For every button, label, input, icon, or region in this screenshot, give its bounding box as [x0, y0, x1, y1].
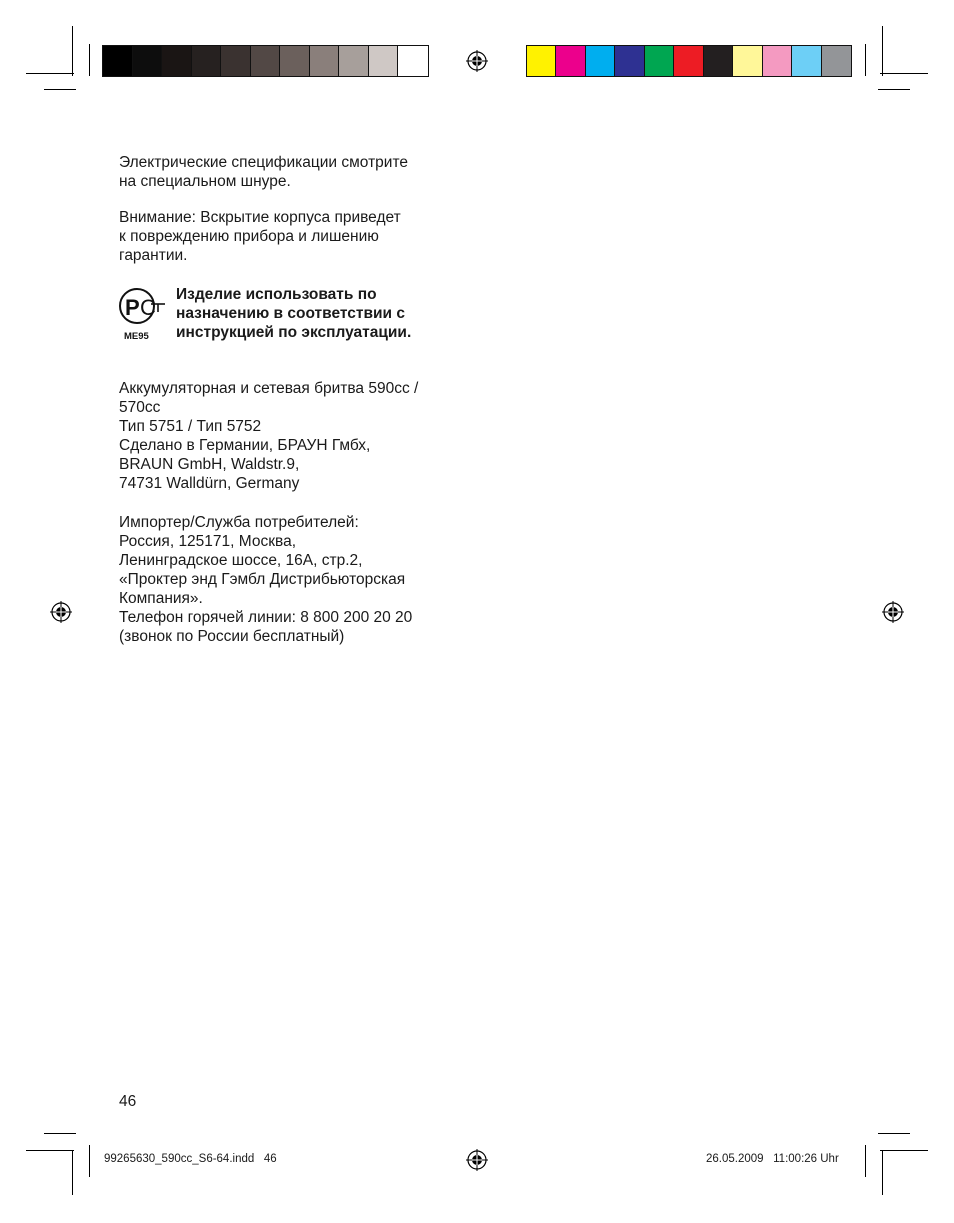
color-swatch — [763, 46, 792, 76]
electrical-spec-note — [119, 153, 464, 191]
text-line: Телефон горячей линии: 8 800 200 20 20 — [119, 609, 413, 626]
certification-statement — [176, 285, 466, 342]
crop-mark — [878, 89, 910, 90]
text-line: Изделие использовать по — [176, 286, 377, 303]
text-line: 74731 Walldürn, Germany — [119, 475, 300, 492]
print-slug-timestamp: 26.05.2009 11:00:26 Uhr — [706, 1153, 839, 1165]
color-swatch — [527, 46, 556, 76]
crop-mark — [865, 1145, 866, 1177]
color-swatch — [369, 46, 399, 76]
color-swatch — [556, 46, 585, 76]
color-swatch — [615, 46, 644, 76]
crop-mark — [880, 73, 928, 74]
text-line: Тип 5751 / Тип 5752 — [119, 418, 262, 435]
crop-mark — [878, 1133, 910, 1134]
gost-certification-mark-icon — [117, 286, 169, 342]
crop-mark — [865, 44, 866, 76]
text-line: на специальном шнуре. — [119, 173, 291, 190]
text-line: Россия, 125171, Москва, — [119, 533, 297, 550]
color-swatch — [192, 46, 222, 76]
color-swatch — [221, 46, 251, 76]
svg-text:C: C — [140, 295, 156, 320]
print-slug-file: 99265630_590cc_S6-64.indd 46 — [104, 1153, 277, 1165]
crop-mark — [72, 26, 73, 76]
text-line: 570cc — [119, 399, 161, 416]
crop-mark — [89, 1145, 90, 1177]
crop-mark — [880, 1150, 928, 1151]
registration-mark-icon — [882, 601, 904, 623]
crop-mark — [26, 1150, 74, 1151]
text-line: к повреждению прибора и лишению — [119, 228, 379, 245]
color-swatch — [133, 46, 163, 76]
registration-mark-icon — [466, 1149, 488, 1171]
product-info — [119, 379, 464, 493]
color-swatch — [822, 46, 851, 76]
text-line: Электрические спецификации смотрите — [119, 154, 408, 171]
crop-mark — [882, 1150, 883, 1195]
svg-text:P: P — [125, 295, 140, 320]
crop-mark — [44, 89, 76, 90]
color-swatch — [645, 46, 674, 76]
color-swatch — [586, 46, 615, 76]
text-line: Импортер/Служба потребителей: — [119, 514, 359, 531]
color-swatch — [251, 46, 281, 76]
color-swatch — [792, 46, 821, 76]
text-line: (звонок по России бесплатный) — [119, 628, 345, 645]
text-line: инструкцией по эксплуатации. — [176, 324, 412, 341]
text-line: Аккумуляторная и сетевая бритва 590cc / — [119, 380, 419, 397]
process-color-bar — [526, 45, 852, 77]
color-swatch — [280, 46, 310, 76]
crop-mark — [89, 44, 90, 76]
color-swatch — [704, 46, 733, 76]
color-swatch — [103, 46, 133, 76]
color-swatch — [674, 46, 703, 76]
grayscale-color-bar — [102, 45, 429, 77]
crop-mark — [44, 1133, 76, 1134]
importer-info — [119, 513, 464, 646]
color-swatch — [162, 46, 192, 76]
text-line: Сделано в Германии, БРАУН Гмбх, — [119, 437, 371, 454]
crop-mark — [882, 26, 883, 76]
color-swatch — [339, 46, 369, 76]
text-line: Внимание: Вскрытие корпуса приведет — [119, 209, 401, 226]
page-number: 46 — [119, 1093, 137, 1110]
text-line: гарантии. — [119, 247, 188, 264]
text-line: Компания». — [119, 590, 203, 607]
registration-mark-icon — [466, 50, 488, 72]
crop-mark — [26, 73, 74, 74]
color-swatch — [310, 46, 340, 76]
text-line: Ленинградское шоссе, 16А, стр.2, — [119, 552, 363, 569]
color-swatch — [398, 46, 428, 76]
text-line: назначению в соответствии с — [176, 305, 405, 322]
text-line: «Проктер энд Гэмбл Дистрибьюторская — [119, 571, 406, 588]
color-swatch — [733, 46, 762, 76]
registration-mark-icon — [50, 601, 72, 623]
text-line: BRAUN GmbH, Waldstr.9, — [119, 456, 300, 473]
crop-mark — [72, 1150, 73, 1195]
gost-mark-code: ME95 — [124, 331, 149, 342]
warning-note — [119, 208, 464, 265]
